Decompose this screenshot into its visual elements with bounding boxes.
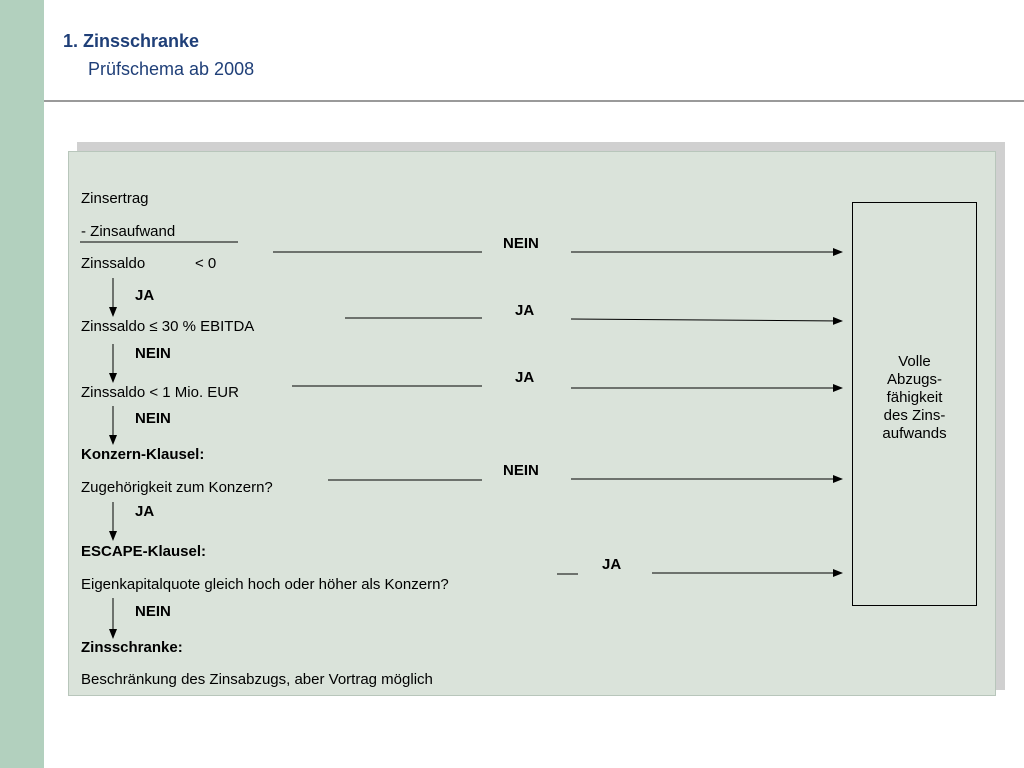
zinsertrag-text: Zinsertrag: [81, 190, 149, 207]
down-label-ja-1: JA: [135, 287, 155, 304]
branch-label-ja-2: JA: [515, 302, 535, 319]
result-text: Volle Abzugs- fähigkeit des Zins- aufwands: [882, 353, 947, 442]
konzern-question-text: Zugehörigkeit zum Konzern?: [81, 479, 273, 496]
konzern-clause-heading: Konzern-Klausel:: [81, 446, 205, 463]
branch-label-nein-4: NEIN: [503, 462, 539, 479]
zinsschranke-text: Beschränkung des Zinsabzugs, aber Vortrag möglich: [81, 671, 433, 688]
slide-title: 1. Zinsschranke: [63, 31, 200, 51]
escape-clause-heading: ESCAPE-Klausel:: [81, 543, 207, 560]
zinssaldo-condition: < 0: [195, 255, 217, 272]
branch-label-nein-1: NEIN: [503, 235, 539, 252]
zinsaufwand-text: - Zinsaufwand: [81, 223, 176, 240]
down-label-nein-3: NEIN: [135, 410, 171, 427]
branch-label-ja-3: JA: [515, 369, 535, 386]
mio-eur-check-text: Zinssaldo < 1 Mio. EUR: [81, 384, 239, 401]
zinsschranke-heading: Zinsschranke:: [81, 639, 183, 656]
escape-question-text: Eigenkapitalquote gleich hoch oder höher als Konzern?: [81, 576, 449, 593]
down-label-nein-5: NEIN: [135, 603, 171, 620]
arrow-line-2-right: [571, 319, 842, 321]
zinssaldo-text: Zinssaldo: [81, 255, 146, 272]
down-label-ja-4: JA: [135, 503, 155, 520]
ebitda-check-text: Zinssaldo ≤ 30 % EBITDA: [81, 318, 255, 335]
down-label-nein-2: NEIN: [135, 345, 171, 362]
branch-label-ja-5: JA: [602, 556, 622, 573]
slide-subtitle: Prüfschema ab 2008: [88, 59, 255, 79]
